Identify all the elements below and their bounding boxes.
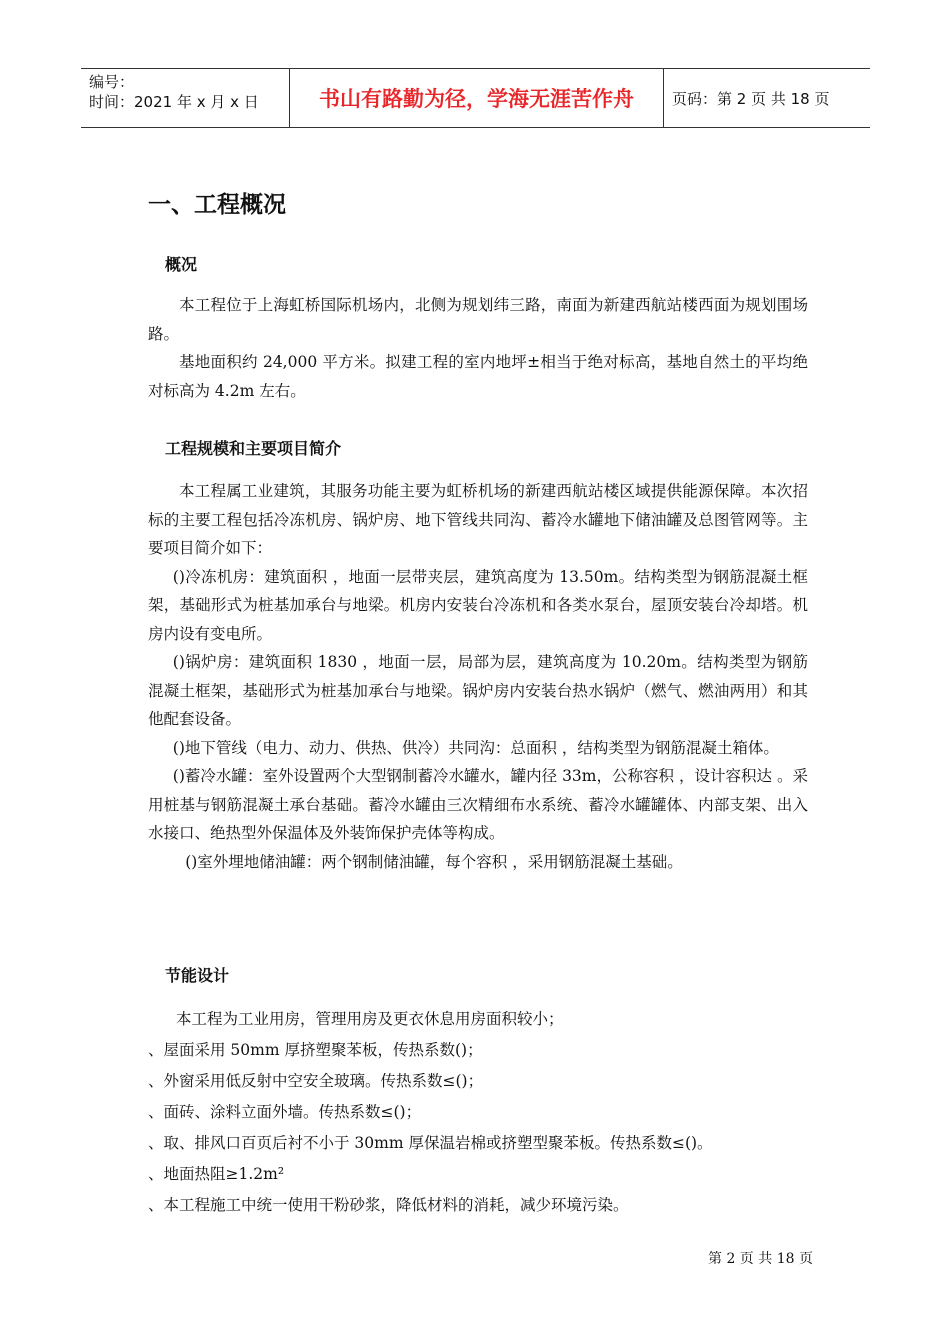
overview-heading: 概况 <box>165 255 198 274</box>
paragraph: ()蓄冷水罐：室外设置两个大型钢制蓄冷水罐水，罐内径 33m，公称容积 ，设计容积达 。采用桩基与钢筋混凝土承台基础。蓄冷水罐由三次精细布水系统、蓄冷水罐罐体、内部支架、出入水接口、绝热型外保温体及外装饰保护壳体等构成。 <box>148 767 808 842</box>
header-motto: 书山有路勤为径，学海无涯苦作舟 <box>289 69 664 127</box>
paragraph: 基地面积约 24,000 平方米。拟建工程的室内地坪±相当于绝对标高，基地自然土的平均绝对标高为 4.2m 左右。 <box>148 353 808 400</box>
paragraph: 本工程位于上海虹桥国际机场内，北侧为规划纬三路，南面为新建西航站楼西面为规划围场路。 <box>148 296 808 343</box>
energy-list <box>148 1004 828 1221</box>
code-label: 编号： <box>89 73 135 91</box>
scale-heading: 工程规模和主要项目简介 <box>165 439 342 458</box>
list-item: 、面砖、涂料立面外墙。传热系数≤()； <box>148 1103 422 1121</box>
paragraph: 本工程属工业建筑，其服务功能主要为虹桥机场的新建西航站楼区域提供能源保障。本次招标的主要工程包括冷冻机房、锅炉房、地下管线共同沟、蓄冷水罐地下储油罐及总图管网等。主要项目简介如下： <box>148 482 808 557</box>
scale-body <box>148 477 808 876</box>
page-footer: 第 2 页 共 18 页 <box>708 1251 813 1267</box>
list-item: 、地面热阻≥1.2m² <box>148 1165 285 1183</box>
header-page-info: 页码：第 2 页 共 18 页 <box>672 89 830 108</box>
paragraph: ()地下管线（电力、动力、供热、供冷）共同沟：总面积 ，结构类型为钢筋混凝土箱体。 <box>172 738 779 757</box>
page-header <box>81 68 870 128</box>
energy-intro: 本工程为工业用房，管理用房及更衣休息用房面积较小； <box>176 1010 564 1028</box>
list-item: 、外窗采用低反射中空安全玻璃。传热系数≤()； <box>148 1072 484 1090</box>
list-item: 、本工程施工中统一使用干粉砂浆，降低材料的消耗，减少环境污染。 <box>148 1196 629 1214</box>
header-meta <box>81 69 289 127</box>
paragraph: ()锅炉房：建筑面积 1830 ，地面一层，局部为层，建筑高度为 10.20m。结构类型为钢筋混凝土框架，基础形式为桩基加承台与地梁。锅炉房内安装台热水锅炉（燃气、燃油两用）和其他配套设备。 <box>148 653 808 728</box>
paragraph: ()室外埋地储油罐：两个钢制储油罐，每个容积 ，采用钢筋混凝土基础。 <box>185 852 683 871</box>
list-item: 、取、排风口百页后衬不小于 30mm 厚保温岩棉或挤塑型聚苯板。传热系数≤()。 <box>148 1134 713 1152</box>
paragraph: ()冷冻机房：建筑面积 ，地面一层带夹层，建筑高度为 13.50m。结构类型为钢筋混凝土框架，基础形式为桩基加承台与地梁。机房内安装台冷冻机和各类水泵台，屋顶安装台冷却塔。机房内设有变电所。 <box>148 567 808 643</box>
time-label: 时间：2021 年 x 月 x 日 <box>89 93 259 111</box>
list-item: 、屋面采用 50mm 厚挤塑聚苯板，传热系数()； <box>148 1041 483 1059</box>
energy-heading: 节能设计 <box>165 966 230 985</box>
section-title: 一、工程概况 <box>148 192 286 218</box>
overview-body <box>148 291 808 405</box>
